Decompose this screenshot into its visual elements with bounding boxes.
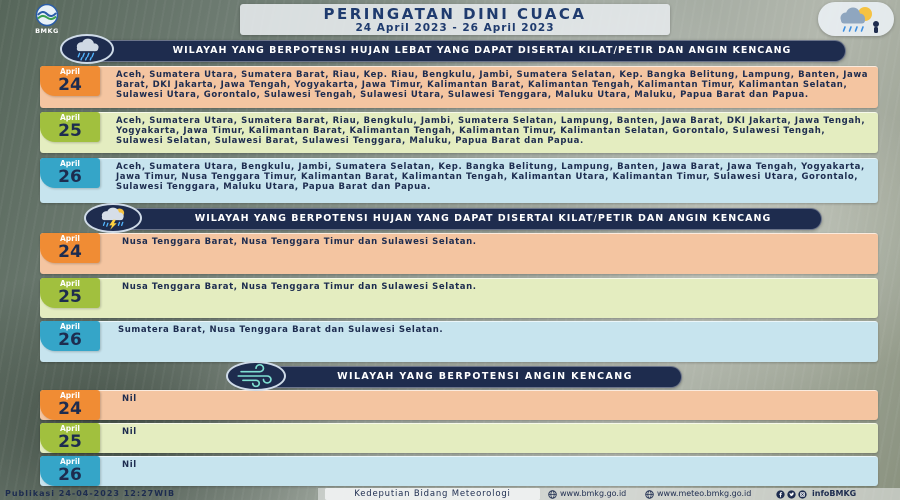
warning-row-april-25	[40, 278, 878, 318]
bmkg-emblem-icon	[32, 3, 62, 27]
meteo-website-text: www.meteo.bmkg.go.id	[657, 489, 752, 498]
website-link	[548, 488, 626, 500]
date-month: April	[59, 67, 80, 76]
date-day: 24	[58, 242, 82, 262]
affected-areas: Sumatera Barat, Nusa Tenggara Barat dan Sulawesi Selatan.	[118, 325, 444, 335]
date-badge	[40, 66, 100, 96]
date-badge	[40, 321, 100, 351]
heavy-rain-cloud-icon	[62, 36, 112, 62]
date-day: 24	[58, 399, 82, 419]
cloud-sun-rain-icon	[818, 2, 894, 36]
section-title-strong-wind: WILAYAH YANG BERPOTENSI ANGIN KENCANG	[232, 366, 682, 388]
warning-row-april-26	[40, 456, 878, 486]
publication-timestamp: Publikasi 24-04-2023 12:27WIB	[5, 489, 176, 498]
facebook-icon	[776, 490, 785, 499]
date-month: April	[59, 391, 80, 400]
department-label: Kedeputian Bidang Meteorologi	[325, 488, 540, 500]
date-day: 25	[58, 121, 82, 141]
date-day: 26	[58, 167, 82, 187]
warning-row-april-24	[40, 66, 878, 108]
section-title-heavy-rain: WILAYAH YANG BERPOTENSI HUJAN LEBAT YANG DAPAT DISERTAI KILAT/PETIR DAN ANGIN KENCANG	[68, 40, 846, 62]
affected-areas: Nusa Tenggara Barat, Nusa Tenggara Timur dan Sulawesi Selatan.	[122, 282, 477, 292]
date-badge	[40, 112, 100, 142]
date-month: April	[59, 279, 80, 288]
date-day: 25	[58, 287, 82, 307]
section-icon-frame	[60, 34, 114, 64]
date-day: 24	[58, 75, 82, 95]
affected-areas: Nil	[122, 460, 137, 470]
date-badge	[40, 278, 100, 308]
weather-badge	[818, 2, 894, 36]
footer	[0, 488, 900, 500]
logo-text: BMKG	[35, 27, 59, 35]
date-month: April	[59, 322, 80, 331]
strong-wind-icon	[228, 363, 284, 389]
website-text: www.bmkg.go.id	[560, 489, 627, 498]
date-day: 26	[58, 330, 82, 350]
date-day: 26	[58, 465, 82, 485]
warning-row-april-25	[40, 112, 878, 153]
date-month: April	[59, 234, 80, 243]
globe-icon	[645, 490, 654, 499]
instagram-icon	[798, 490, 807, 499]
title-banner	[240, 4, 670, 35]
date-badge	[40, 423, 100, 453]
affected-areas: Nil	[122, 427, 137, 437]
globe-icon	[548, 490, 557, 499]
affected-areas: Nil	[122, 394, 137, 404]
social-handle: infoBMKG	[812, 489, 857, 498]
warning-row-april-24	[40, 233, 878, 274]
social-media	[776, 488, 856, 500]
warning-row-april-24	[40, 390, 878, 420]
date-badge	[40, 158, 100, 188]
date-range: 24 April 2023 - 26 April 2023	[355, 22, 555, 34]
warning-row-april-26	[40, 158, 878, 203]
section-icon-frame	[84, 203, 142, 233]
date-badge	[40, 390, 100, 420]
thunderstorm-cloud-icon	[86, 205, 140, 231]
affected-areas: Nusa Tenggara Barat, Nusa Tenggara Timur dan Sulawesi Selatan.	[122, 237, 477, 247]
section-title-thunderstorm: WILAYAH YANG BERPOTENSI HUJAN YANG DAPAT DISERTAI KILAT/PETIR DAN ANGIN KENCANG	[92, 208, 822, 230]
affected-areas: Aceh, Sumatera Utara, Sumatera Barat, Riau, Bengkulu, Jambi, Sumatera Selatan, Lampung, Banten, Jawa Barat, DKI Jakarta, Jawa Tengah, Yogyakarta, Jawa Timur, Kalimantan Barat, Kalimantan Tengah, Kalimantan Timur, Kalimantan Selatan, Gorontalo, Sulawesi Tengah, Sulawesi Selatan, Sulawesi Barat, Sulawesi Tenggara, Maluku, Papua Barat dan Papua.	[116, 116, 866, 147]
warning-row-april-26	[40, 321, 878, 362]
date-month: April	[59, 113, 80, 122]
section-icon-frame	[226, 361, 286, 391]
date-badge	[40, 233, 100, 263]
page-title: PERINGATAN DINI CUACA	[323, 5, 587, 23]
date-badge	[40, 456, 100, 486]
affected-areas: Aceh, Sumatera Utara, Sumatera Barat, Riau, Kep. Riau, Bengkulu, Jambi, Sumatera Selatan, Kep. Bangka Belitung, Lampung, Banten, Jawa Barat, DKI Jakarta, Jawa Tengah, Yogyakarta, Jawa Timur, Kalimantan Barat, Kalimantan Tengah, Kalimantan Timur, Kalimantan Selatan, Sulawesi Utara, Gorontalo, Sulawesi Tengah, Sulawesi Utara, Sulawesi Tenggara, Maluku Utara, Maluku, Papua Barat dan Papua.	[116, 70, 869, 101]
date-month: April	[59, 159, 80, 168]
meteo-website-link	[645, 488, 751, 500]
date-month: April	[59, 457, 80, 466]
date-day: 25	[58, 432, 82, 452]
bmkg-logo	[22, 3, 72, 37]
twitter-icon	[787, 490, 796, 499]
warning-row-april-25	[40, 423, 878, 453]
date-month: April	[59, 424, 80, 433]
affected-areas: Aceh, Sumatera Utara, Bengkulu, Jambi, Sumatera Selatan, Kep. Bangka Belitung, Lampung, Banten, Jawa Barat, Jawa Tengah, Yogyakarta, Jawa Timur, Nusa Tenggara Timur, Kalimantan Barat, Kalimantan Tengah, Kalimantan Utara, Kalimantan Timur, Sulawesi Utara, Gorontalo, Sulawesi Tenggara, Maluku Utara, Papua Barat dan Papua.	[116, 162, 865, 193]
